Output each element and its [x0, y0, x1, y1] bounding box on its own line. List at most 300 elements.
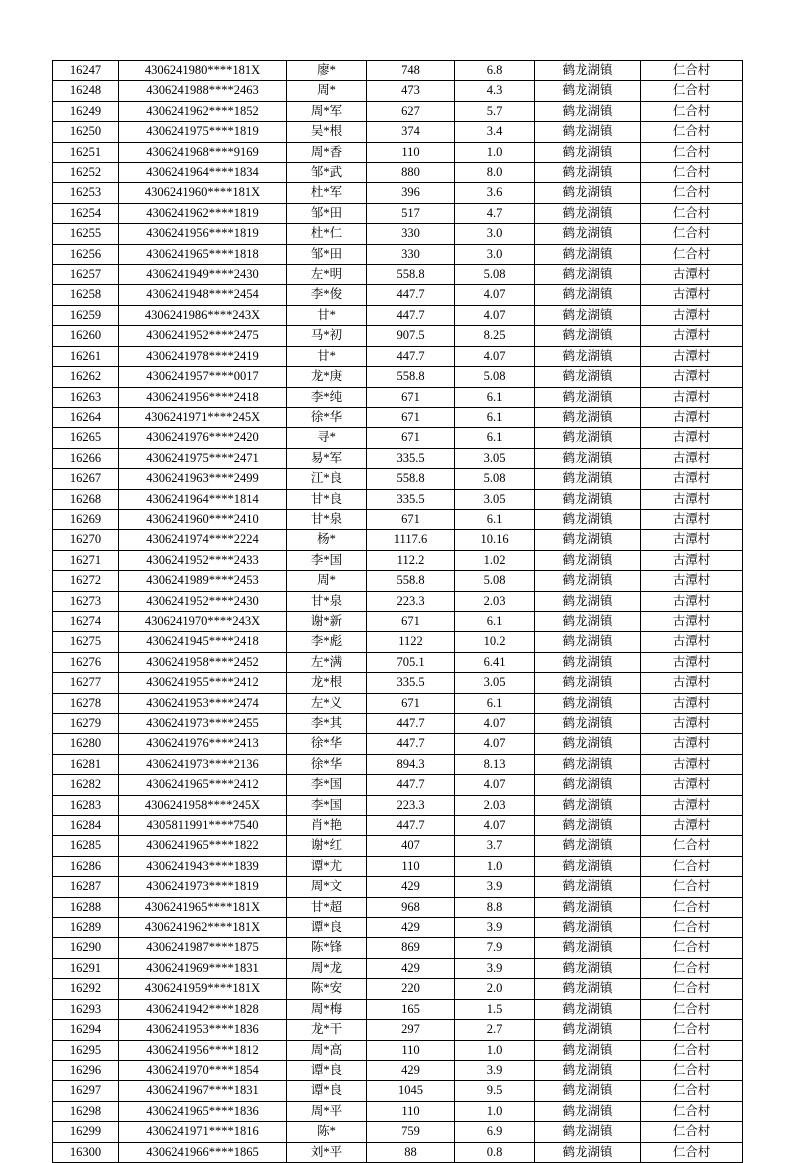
table-row: [53, 224, 743, 244]
table-row: [53, 285, 743, 305]
cell-id_number: 4306241968****9169: [119, 142, 287, 162]
cell-name: 李*国: [287, 795, 367, 815]
table-row: [53, 673, 743, 693]
cell-village: 古潭村: [641, 611, 743, 631]
cell-name: 谭*良: [287, 1060, 367, 1080]
cell-town: 鹤龙湖镇: [535, 693, 641, 713]
cell-area: 4.3: [455, 81, 535, 101]
cell-name: 杜*军: [287, 183, 367, 203]
cell-seq: 16295: [53, 1040, 119, 1060]
cell-village: 古潭村: [641, 652, 743, 672]
cell-seq: 16254: [53, 203, 119, 223]
cell-seq: 16277: [53, 673, 119, 693]
table-row: [53, 550, 743, 570]
table-row: [53, 816, 743, 836]
cell-name: 李*俊: [287, 285, 367, 305]
cell-id_number: 4306241986****243X: [119, 305, 287, 325]
cell-name: 龙*庚: [287, 367, 367, 387]
cell-seq: 16300: [53, 1142, 119, 1162]
cell-village: 仁合村: [641, 163, 743, 183]
cell-town: 鹤龙湖镇: [535, 897, 641, 917]
cell-amount: 671: [367, 611, 455, 631]
cell-name: 周*: [287, 81, 367, 101]
table-row: [53, 305, 743, 325]
cell-name: 陈*锋: [287, 938, 367, 958]
cell-amount: 223.3: [367, 795, 455, 815]
table-row: [53, 1060, 743, 1080]
cell-amount: 447.7: [367, 305, 455, 325]
cell-village: 古潭村: [641, 632, 743, 652]
cell-name: 李*彪: [287, 632, 367, 652]
cell-amount: 880: [367, 163, 455, 183]
cell-id_number: 4306241965****2412: [119, 775, 287, 795]
cell-area: 4.7: [455, 203, 535, 223]
cell-id_number: 4306241964****1834: [119, 163, 287, 183]
cell-seq: 16294: [53, 1020, 119, 1040]
table-row: [53, 938, 743, 958]
cell-id_number: 4306241960****2410: [119, 509, 287, 529]
cell-name: 甘*: [287, 305, 367, 325]
cell-area: 6.1: [455, 611, 535, 631]
table-row: [53, 877, 743, 897]
table-row: [53, 1142, 743, 1162]
cell-amount: 671: [367, 387, 455, 407]
cell-village: 古潭村: [641, 489, 743, 509]
cell-amount: 330: [367, 244, 455, 264]
cell-id_number: 4306241970****1854: [119, 1060, 287, 1080]
cell-village: 古潭村: [641, 387, 743, 407]
table-row: [53, 407, 743, 427]
cell-village: 仁合村: [641, 1101, 743, 1121]
cell-id_number: 4306241956****1812: [119, 1040, 287, 1060]
cell-name: 谢*红: [287, 836, 367, 856]
cell-name: 邹*武: [287, 163, 367, 183]
cell-town: 鹤龙湖镇: [535, 1081, 641, 1101]
table-row: [53, 367, 743, 387]
cell-seq: 16273: [53, 591, 119, 611]
cell-town: 鹤龙湖镇: [535, 979, 641, 999]
cell-seq: 16285: [53, 836, 119, 856]
cell-amount: 330: [367, 224, 455, 244]
cell-id_number: 4306241969****1831: [119, 958, 287, 978]
cell-town: 鹤龙湖镇: [535, 714, 641, 734]
cell-village: 仁合村: [641, 856, 743, 876]
cell-amount: 1122: [367, 632, 455, 652]
cell-amount: 558.8: [367, 265, 455, 285]
cell-town: 鹤龙湖镇: [535, 1142, 641, 1162]
cell-amount: 517: [367, 203, 455, 223]
cell-seq: 16288: [53, 897, 119, 917]
cell-amount: 297: [367, 1020, 455, 1040]
table-row: [53, 265, 743, 285]
cell-amount: 447.7: [367, 734, 455, 754]
cell-town: 鹤龙湖镇: [535, 591, 641, 611]
cell-id_number: 4306241945****2418: [119, 632, 287, 652]
cell-amount: 447.7: [367, 285, 455, 305]
cell-town: 鹤龙湖镇: [535, 469, 641, 489]
cell-amount: 335.5: [367, 448, 455, 468]
cell-town: 鹤龙湖镇: [535, 101, 641, 121]
cell-amount: 627: [367, 101, 455, 121]
cell-seq: 16280: [53, 734, 119, 754]
cell-town: 鹤龙湖镇: [535, 632, 641, 652]
table-row: [53, 1040, 743, 1060]
cell-amount: 429: [367, 918, 455, 938]
cell-village: 仁合村: [641, 918, 743, 938]
table-row: [53, 489, 743, 509]
cell-id_number: 4306241952****2433: [119, 550, 287, 570]
table-row: [53, 897, 743, 917]
cell-name: 陈*: [287, 1122, 367, 1142]
cell-name: 甘*泉: [287, 509, 367, 529]
cell-area: 1.0: [455, 1040, 535, 1060]
cell-town: 鹤龙湖镇: [535, 367, 641, 387]
cell-town: 鹤龙湖镇: [535, 1122, 641, 1142]
cell-village: 仁合村: [641, 1142, 743, 1162]
cell-village: 仁合村: [641, 1122, 743, 1142]
cell-town: 鹤龙湖镇: [535, 387, 641, 407]
cell-name: 易*军: [287, 448, 367, 468]
cell-town: 鹤龙湖镇: [535, 530, 641, 550]
cell-id_number: 4306241958****245X: [119, 795, 287, 815]
cell-area: 4.07: [455, 816, 535, 836]
cell-village: 仁合村: [641, 224, 743, 244]
cell-area: 3.9: [455, 958, 535, 978]
cell-amount: 1117.6: [367, 530, 455, 550]
cell-amount: 112.2: [367, 550, 455, 570]
cell-area: 1.02: [455, 550, 535, 570]
cell-name: 左*满: [287, 652, 367, 672]
cell-area: 5.7: [455, 101, 535, 121]
cell-seq: 16282: [53, 775, 119, 795]
cell-town: 鹤龙湖镇: [535, 489, 641, 509]
cell-id_number: 4306241973****2455: [119, 714, 287, 734]
cell-area: 3.9: [455, 877, 535, 897]
cell-name: 吴*根: [287, 122, 367, 142]
cell-area: 6.8: [455, 61, 535, 81]
cell-area: 7.9: [455, 938, 535, 958]
cell-amount: 1045: [367, 1081, 455, 1101]
cell-village: 古潭村: [641, 530, 743, 550]
cell-id_number: 4306241971****1816: [119, 1122, 287, 1142]
cell-town: 鹤龙湖镇: [535, 428, 641, 448]
cell-area: 1.0: [455, 1101, 535, 1121]
cell-name: 廖*: [287, 61, 367, 81]
cell-area: 1.0: [455, 142, 535, 162]
cell-village: 古潭村: [641, 469, 743, 489]
cell-name: 杨*: [287, 530, 367, 550]
cell-area: 8.8: [455, 897, 535, 917]
cell-area: 6.1: [455, 509, 535, 529]
cell-village: 古潭村: [641, 795, 743, 815]
cell-seq: 16283: [53, 795, 119, 815]
cell-amount: 223.3: [367, 591, 455, 611]
cell-amount: 473: [367, 81, 455, 101]
cell-seq: 16266: [53, 448, 119, 468]
cell-village: 古潭村: [641, 428, 743, 448]
cell-seq: 16253: [53, 183, 119, 203]
cell-area: 9.5: [455, 1081, 535, 1101]
cell-town: 鹤龙湖镇: [535, 652, 641, 672]
cell-town: 鹤龙湖镇: [535, 958, 641, 978]
cell-id_number: 4306241971****245X: [119, 407, 287, 427]
cell-village: 仁合村: [641, 938, 743, 958]
cell-seq: 16284: [53, 816, 119, 836]
cell-name: 邹*田: [287, 203, 367, 223]
cell-town: 鹤龙湖镇: [535, 734, 641, 754]
cell-id_number: 4306241956****2418: [119, 387, 287, 407]
cell-village: 古潭村: [641, 509, 743, 529]
cell-village: 古潭村: [641, 754, 743, 774]
cell-name: 寻*: [287, 428, 367, 448]
cell-village: 仁合村: [641, 836, 743, 856]
cell-amount: 429: [367, 877, 455, 897]
table-row: [53, 571, 743, 591]
cell-amount: 907.5: [367, 326, 455, 346]
cell-id_number: 4306241962****1852: [119, 101, 287, 121]
cell-name: 谭*良: [287, 918, 367, 938]
cell-amount: 705.1: [367, 652, 455, 672]
cell-area: 0.8: [455, 1142, 535, 1162]
cell-area: 3.4: [455, 122, 535, 142]
cell-town: 鹤龙湖镇: [535, 611, 641, 631]
cell-id_number: 4306241964****1814: [119, 489, 287, 509]
cell-village: 仁合村: [641, 979, 743, 999]
cell-area: 4.07: [455, 346, 535, 366]
table-row: [53, 714, 743, 734]
cell-seq: 16291: [53, 958, 119, 978]
cell-area: 2.03: [455, 591, 535, 611]
cell-area: 6.1: [455, 693, 535, 713]
table-row: [53, 346, 743, 366]
cell-area: 5.08: [455, 571, 535, 591]
table-row: [53, 428, 743, 448]
cell-area: 3.6: [455, 183, 535, 203]
table-row: [53, 652, 743, 672]
cell-area: 8.25: [455, 326, 535, 346]
cell-amount: 671: [367, 509, 455, 529]
table-row: [53, 122, 743, 142]
cell-area: 3.0: [455, 244, 535, 264]
cell-name: 徐*华: [287, 754, 367, 774]
cell-area: 10.2: [455, 632, 535, 652]
cell-name: 周*香: [287, 142, 367, 162]
cell-name: 李*其: [287, 714, 367, 734]
cell-village: 古潭村: [641, 407, 743, 427]
cell-name: 李*国: [287, 550, 367, 570]
cell-amount: 558.8: [367, 469, 455, 489]
cell-amount: 894.3: [367, 754, 455, 774]
cell-area: 6.1: [455, 407, 535, 427]
table-row: [53, 61, 743, 81]
cell-id_number: 4306241975****2471: [119, 448, 287, 468]
cell-seq: 16297: [53, 1081, 119, 1101]
cell-area: 5.08: [455, 265, 535, 285]
cell-id_number: 4306241965****1836: [119, 1101, 287, 1121]
cell-village: 仁合村: [641, 999, 743, 1019]
table-row: [53, 999, 743, 1019]
cell-seq: 16298: [53, 1101, 119, 1121]
cell-seq: 16275: [53, 632, 119, 652]
cell-area: 1.0: [455, 856, 535, 876]
cell-amount: 447.7: [367, 714, 455, 734]
cell-seq: 16248: [53, 81, 119, 101]
cell-town: 鹤龙湖镇: [535, 775, 641, 795]
cell-area: 2.0: [455, 979, 535, 999]
cell-id_number: 4306241956****1819: [119, 224, 287, 244]
table-row: [53, 918, 743, 938]
cell-seq: 16256: [53, 244, 119, 264]
cell-amount: 447.7: [367, 346, 455, 366]
cell-id_number: 4306241976****2413: [119, 734, 287, 754]
cell-amount: 968: [367, 897, 455, 917]
cell-seq: 16261: [53, 346, 119, 366]
cell-village: 古潭村: [641, 550, 743, 570]
cell-amount: 869: [367, 938, 455, 958]
cell-village: 仁合村: [641, 1081, 743, 1101]
cell-amount: 335.5: [367, 489, 455, 509]
cell-seq: 16247: [53, 61, 119, 81]
table-row: [53, 1081, 743, 1101]
cell-area: 6.1: [455, 387, 535, 407]
table-row: [53, 591, 743, 611]
cell-area: 6.9: [455, 1122, 535, 1142]
cell-town: 鹤龙湖镇: [535, 244, 641, 264]
cell-amount: 748: [367, 61, 455, 81]
cell-town: 鹤龙湖镇: [535, 407, 641, 427]
cell-town: 鹤龙湖镇: [535, 571, 641, 591]
cell-id_number: 4306241966****1865: [119, 1142, 287, 1162]
table-row: [53, 1101, 743, 1121]
table-row: [53, 1020, 743, 1040]
cell-village: 古潭村: [641, 571, 743, 591]
cell-id_number: 4306241952****2430: [119, 591, 287, 611]
cell-seq: 16274: [53, 611, 119, 631]
table-row: [53, 856, 743, 876]
cell-id_number: 4306241965****1822: [119, 836, 287, 856]
cell-name: 刘*平: [287, 1142, 367, 1162]
cell-seq: 16286: [53, 856, 119, 876]
table-row: [53, 183, 743, 203]
cell-area: 6.41: [455, 652, 535, 672]
cell-town: 鹤龙湖镇: [535, 673, 641, 693]
cell-seq: 16290: [53, 938, 119, 958]
cell-amount: 671: [367, 693, 455, 713]
cell-town: 鹤龙湖镇: [535, 1040, 641, 1060]
cell-seq: 16252: [53, 163, 119, 183]
cell-name: 谭*良: [287, 1081, 367, 1101]
cell-id_number: 4306241987****1875: [119, 938, 287, 958]
cell-name: 李*国: [287, 775, 367, 795]
cell-area: 8.0: [455, 163, 535, 183]
cell-seq: 16262: [53, 367, 119, 387]
cell-name: 甘*良: [287, 489, 367, 509]
cell-town: 鹤龙湖镇: [535, 81, 641, 101]
cell-town: 鹤龙湖镇: [535, 142, 641, 162]
cell-name: 周*高: [287, 1040, 367, 1060]
cell-amount: 759: [367, 1122, 455, 1142]
cell-town: 鹤龙湖镇: [535, 448, 641, 468]
cell-area: 4.07: [455, 775, 535, 795]
cell-id_number: 4306241957****0017: [119, 367, 287, 387]
cell-seq: 16255: [53, 224, 119, 244]
cell-town: 鹤龙湖镇: [535, 183, 641, 203]
table-row: [53, 448, 743, 468]
cell-village: 仁合村: [641, 1040, 743, 1060]
cell-village: 仁合村: [641, 183, 743, 203]
cell-amount: 396: [367, 183, 455, 203]
cell-village: 古潭村: [641, 326, 743, 346]
cell-name: 周*龙: [287, 958, 367, 978]
cell-amount: 110: [367, 1040, 455, 1060]
cell-name: 江*良: [287, 469, 367, 489]
cell-town: 鹤龙湖镇: [535, 836, 641, 856]
cell-town: 鹤龙湖镇: [535, 754, 641, 774]
cell-seq: 16259: [53, 305, 119, 325]
cell-village: 古潭村: [641, 734, 743, 754]
cell-village: 仁合村: [641, 101, 743, 121]
cell-area: 10.16: [455, 530, 535, 550]
cell-seq: 16272: [53, 571, 119, 591]
cell-amount: 429: [367, 958, 455, 978]
table-row: [53, 509, 743, 529]
cell-id_number: 4306241952****2475: [119, 326, 287, 346]
cell-town: 鹤龙湖镇: [535, 122, 641, 142]
cell-village: 仁合村: [641, 81, 743, 101]
cell-amount: 110: [367, 142, 455, 162]
cell-name: 谢*新: [287, 611, 367, 631]
cell-area: 3.05: [455, 673, 535, 693]
table-row: [53, 754, 743, 774]
cell-seq: 16260: [53, 326, 119, 346]
cell-town: 鹤龙湖镇: [535, 1020, 641, 1040]
cell-seq: 16271: [53, 550, 119, 570]
cell-town: 鹤龙湖镇: [535, 285, 641, 305]
cell-name: 龙*根: [287, 673, 367, 693]
cell-area: 4.07: [455, 734, 535, 754]
cell-village: 古潭村: [641, 265, 743, 285]
cell-area: 3.05: [455, 448, 535, 468]
cell-name: 左*义: [287, 693, 367, 713]
cell-id_number: 4306241960****181X: [119, 183, 287, 203]
cell-id_number: 4306241978****2419: [119, 346, 287, 366]
cell-village: 古潭村: [641, 448, 743, 468]
cell-village: 仁合村: [641, 122, 743, 142]
cell-id_number: 4306241962****1819: [119, 203, 287, 223]
cell-id_number: 4306241973****1819: [119, 877, 287, 897]
cell-area: 5.08: [455, 469, 535, 489]
cell-seq: 16293: [53, 999, 119, 1019]
cell-village: 仁合村: [641, 142, 743, 162]
cell-seq: 16281: [53, 754, 119, 774]
cell-area: 5.08: [455, 367, 535, 387]
table-row: [53, 326, 743, 346]
cell-amount: 220: [367, 979, 455, 999]
cell-name: 左*明: [287, 265, 367, 285]
cell-village: 仁合村: [641, 1060, 743, 1080]
cell-amount: 88: [367, 1142, 455, 1162]
table-row: [53, 101, 743, 121]
cell-id_number: 4306241974****2224: [119, 530, 287, 550]
cell-area: 2.03: [455, 795, 535, 815]
cell-name: 李*纯: [287, 387, 367, 407]
cell-name: 马*初: [287, 326, 367, 346]
cell-town: 鹤龙湖镇: [535, 346, 641, 366]
cell-id_number: 4306241953****1836: [119, 1020, 287, 1040]
cell-name: 周*梅: [287, 999, 367, 1019]
cell-village: 古潭村: [641, 714, 743, 734]
cell-village: 古潭村: [641, 305, 743, 325]
